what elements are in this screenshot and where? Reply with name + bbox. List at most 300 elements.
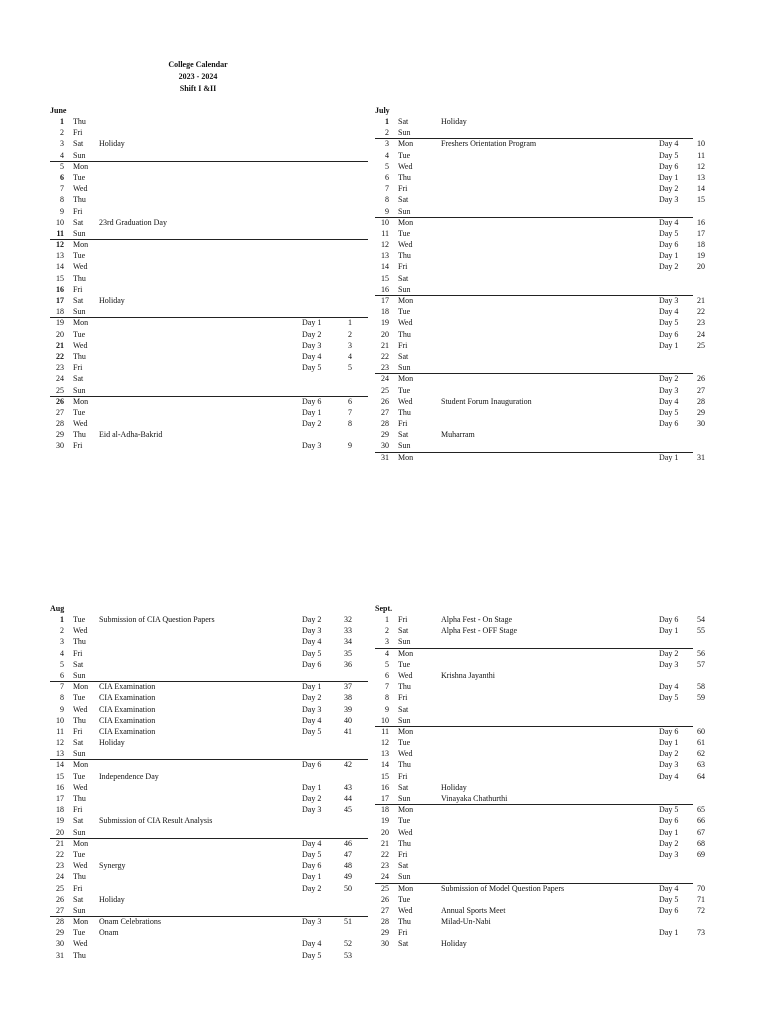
date-cell: 15 (381, 771, 389, 781)
event-cell: CIA Examination (99, 682, 156, 692)
day-order-cell: Day 2 (302, 883, 322, 893)
date-cell: 4 (385, 648, 389, 658)
working-day-count-cell: 72 (697, 905, 705, 915)
weekday-cell: Wed (73, 861, 88, 871)
calendar-row (375, 625, 705, 636)
calendar-row (375, 748, 705, 759)
calendar-row (375, 273, 693, 284)
date-cell: 25 (381, 385, 389, 395)
calendar-header (150, 59, 246, 95)
day-order-cell: Day 6 (659, 726, 679, 736)
event-cell: Holiday (99, 139, 125, 149)
weekday-cell: Fri (398, 262, 408, 272)
weekday-cell: Mon (73, 318, 89, 328)
weekday-cell: Sat (73, 374, 84, 384)
day-order-cell: Day 5 (302, 849, 322, 859)
month-rows (375, 614, 705, 950)
date-cell: 16 (381, 782, 389, 792)
date-cell: 18 (381, 307, 389, 317)
day-order-cell: Day 3 (302, 626, 322, 636)
working-day-count-cell: 60 (697, 726, 705, 736)
date-cell: 23 (56, 363, 64, 373)
weekday-cell: Sat (73, 738, 84, 748)
weekday-cell: Sat (398, 861, 409, 871)
date-cell: 13 (381, 749, 389, 759)
weekday-cell: Mon (398, 217, 414, 227)
weekday-cell: Sat (398, 117, 409, 126)
day-order-cell: Day 2 (302, 329, 322, 339)
working-day-count-cell: 30 (697, 419, 705, 429)
working-day-count-cell: 27 (697, 385, 705, 395)
calendar-row (375, 737, 705, 748)
working-day-count-cell: 15 (697, 195, 705, 205)
weekday-cell: Mon (73, 161, 89, 171)
event-cell: Eid al-Adha-Bakrid (99, 430, 163, 440)
date-cell: 7 (60, 682, 64, 692)
weekday-cell: Thu (73, 430, 86, 440)
weekday-cell: Sat (398, 351, 409, 361)
calendar-row (50, 440, 368, 451)
calendar-title: College Calendar (168, 60, 228, 69)
date-cell: 8 (385, 693, 389, 703)
weekday-cell: Fri (398, 340, 408, 350)
weekday-cell: Wed (398, 827, 413, 837)
day-order-cell: Day 1 (302, 318, 322, 328)
working-day-count-cell: 38 (344, 693, 352, 703)
day-order-cell: Day 2 (659, 262, 679, 272)
calendar-row (375, 385, 705, 396)
date-cell: 29 (56, 928, 64, 938)
day-order-cell: Day 2 (302, 794, 322, 803)
working-day-count-cell: 2 (348, 329, 352, 339)
working-day-count-cell: 61 (697, 738, 705, 748)
day-order-cell: Day 5 (659, 150, 679, 160)
calendar-row (50, 340, 368, 351)
weekday-cell: Sun (398, 363, 411, 373)
date-cell: 25 (56, 385, 64, 395)
weekday-cell: Thu (398, 172, 411, 182)
date-cell: 16 (381, 284, 389, 294)
day-order-cell: Day 4 (302, 351, 322, 361)
calendar-row (375, 261, 705, 272)
day-order-cell: Day 5 (302, 950, 322, 960)
day-order-cell: Day 3 (302, 441, 322, 451)
month-rows (50, 116, 368, 452)
working-day-count-cell: 64 (697, 771, 705, 781)
calendar-row (50, 636, 368, 647)
day-order-cell: Day 2 (302, 419, 322, 429)
weekday-cell: Sat (398, 195, 409, 205)
weekday-cell: Wed (398, 670, 413, 680)
working-day-count-cell: 43 (344, 782, 352, 792)
weekday-cell: Sat (73, 816, 84, 826)
date-cell: 27 (56, 407, 64, 417)
date-cell: 30 (381, 939, 389, 949)
date-cell: 6 (60, 172, 64, 182)
day-order-cell: Day 1 (302, 782, 322, 792)
date-cell: 17 (56, 296, 64, 305)
calendar-row (50, 396, 368, 407)
weekday-cell: Fri (398, 849, 408, 859)
day-order-cell: Day 1 (302, 872, 322, 882)
weekday-cell: Wed (73, 782, 88, 792)
weekday-cell: Thu (73, 273, 86, 283)
date-cell: 21 (381, 340, 389, 350)
calendar-row (50, 659, 368, 670)
calendar-row (50, 692, 368, 703)
date-cell: 26 (381, 396, 389, 406)
weekday-cell: Wed (73, 262, 88, 272)
working-day-count-cell: 53 (344, 950, 352, 960)
day-order-cell: Day 5 (659, 228, 679, 238)
working-day-count-cell: 16 (697, 217, 705, 227)
date-cell: 27 (381, 905, 389, 915)
date-cell: 18 (56, 307, 64, 317)
day-order-cell: Day 4 (302, 939, 322, 949)
calendar-row (375, 217, 705, 228)
working-day-count-cell: 1 (348, 318, 352, 328)
date-cell: 3 (60, 637, 64, 647)
calendar-row (375, 351, 693, 362)
event-cell: Annual Sports Meet (441, 905, 506, 915)
day-order-cell: Day 3 (659, 296, 679, 305)
date-cell: 15 (56, 771, 64, 781)
weekday-cell: Tue (73, 251, 86, 261)
working-day-count-cell: 54 (697, 615, 705, 624)
working-day-count-cell: 63 (697, 760, 705, 770)
working-day-count-cell: 24 (697, 329, 705, 339)
working-day-count-cell: 29 (697, 407, 705, 417)
calendar-row (375, 648, 705, 659)
day-order-cell: Day 6 (659, 905, 679, 915)
date-cell: 29 (56, 430, 64, 440)
weekday-cell: Fri (73, 441, 83, 451)
date-cell: 15 (381, 273, 389, 283)
calendar-row (50, 815, 368, 826)
calendar-row (50, 938, 368, 949)
calendar-row (375, 827, 705, 838)
working-day-count-cell: 5 (348, 363, 352, 373)
weekday-cell: Sun (73, 385, 86, 395)
weekday-cell: Thu (398, 682, 411, 692)
calendar-row (375, 681, 705, 692)
date-cell: 26 (381, 894, 389, 904)
calendar-row (50, 871, 368, 882)
calendar-row (50, 782, 368, 793)
day-order-cell: Day 6 (659, 419, 679, 429)
day-order-cell: Day 2 (659, 648, 679, 658)
calendar-row (375, 239, 705, 250)
calendar-row (375, 317, 705, 328)
weekday-cell: Tue (398, 738, 411, 748)
day-order-cell: Day 4 (302, 637, 322, 647)
calendar-row (375, 916, 693, 927)
weekday-cell: Thu (73, 715, 86, 725)
calendar-row (50, 916, 368, 927)
weekday-cell: Thu (398, 329, 411, 339)
working-day-count-cell: 18 (697, 240, 705, 250)
weekday-cell: Tue (398, 894, 411, 904)
weekday-cell: Wed (398, 161, 413, 171)
weekday-cell: Sun (398, 206, 411, 216)
date-cell: 9 (385, 206, 389, 216)
date-cell: 17 (381, 296, 389, 305)
academic-year: 2023 - 2024 (178, 72, 218, 81)
calendar-row (375, 692, 705, 703)
calendar-row (50, 228, 368, 239)
calendar-row (375, 670, 693, 681)
date-cell: 14 (381, 760, 389, 770)
date-cell: 28 (381, 419, 389, 429)
calendar-row (50, 849, 368, 860)
date-cell: 1 (60, 117, 64, 126)
date-cell: 24 (381, 872, 389, 882)
date-cell: 2 (60, 626, 64, 636)
weekday-cell: Sat (398, 273, 409, 283)
event-cell: Onam (99, 928, 119, 938)
day-order-cell: Day 2 (302, 615, 322, 624)
weekday-cell: Thu (398, 407, 411, 417)
date-cell: 11 (56, 726, 64, 736)
working-day-count-cell: 7 (348, 407, 352, 417)
calendar-row (50, 116, 368, 127)
date-cell: 4 (385, 150, 389, 160)
weekday-cell: Sun (73, 150, 86, 160)
weekday-cell: Fri (398, 693, 408, 703)
weekday-cell: Fri (398, 771, 408, 781)
weekday-cell: Wed (73, 704, 88, 714)
calendar-row (375, 396, 705, 407)
event-cell: CIA Examination (99, 704, 156, 714)
date-cell: 30 (56, 939, 64, 949)
calendar-row (375, 793, 693, 804)
weekday-cell: Wed (73, 184, 88, 194)
weekday-cell: Sun (73, 228, 86, 238)
working-day-count-cell: 45 (344, 805, 352, 815)
weekday-cell: Fri (73, 128, 83, 138)
calendar-row (375, 452, 705, 463)
weekday-cell: Thu (73, 351, 86, 361)
day-order-cell: Day 2 (659, 184, 679, 194)
calendar-row (50, 883, 368, 894)
date-cell: 31 (381, 452, 389, 462)
day-order-cell: Day 6 (659, 329, 679, 339)
calendar-row (375, 905, 705, 916)
date-cell: 28 (56, 917, 64, 927)
working-day-count-cell: 35 (344, 648, 352, 658)
date-cell: 14 (56, 262, 64, 272)
date-cell: 9 (60, 704, 64, 714)
date-cell: 21 (56, 838, 64, 848)
weekday-cell: Sat (398, 430, 409, 440)
event-cell: Submission of Model Question Papers (441, 883, 565, 893)
working-day-count-cell: 34 (344, 637, 352, 647)
date-cell: 8 (60, 195, 64, 205)
weekday-cell: Fri (73, 883, 83, 893)
working-day-count-cell: 49 (344, 872, 352, 882)
calendar-row (50, 127, 368, 138)
date-cell: 21 (381, 838, 389, 848)
working-day-count-cell: 4 (348, 351, 352, 361)
date-cell: 31 (56, 950, 64, 960)
event-cell: Holiday (99, 738, 125, 748)
calendar-row (375, 440, 693, 451)
calendar-row (50, 804, 368, 815)
calendar-row (50, 138, 368, 149)
calendar-row (375, 927, 705, 938)
working-day-count-cell: 48 (344, 861, 352, 871)
weekday-cell: Sun (398, 872, 411, 882)
date-cell: 3 (60, 139, 64, 149)
weekday-cell: Thu (73, 872, 86, 882)
working-day-count-cell: 66 (697, 816, 705, 826)
day-order-cell: Day 4 (659, 771, 679, 781)
calendar-row (50, 362, 368, 373)
event-cell: Alpha Fest - On Stage (441, 615, 513, 624)
working-day-count-cell: 14 (697, 184, 705, 194)
day-order-cell: Day 1 (659, 928, 679, 938)
day-order-cell: Day 1 (659, 827, 679, 837)
calendar-row (50, 704, 368, 715)
working-day-count-cell: 26 (697, 374, 705, 384)
day-order-cell: Day 1 (302, 682, 322, 692)
weekday-cell: Fri (73, 726, 83, 736)
date-cell: 22 (56, 849, 64, 859)
date-cell: 25 (56, 883, 64, 893)
day-order-cell: Day 6 (659, 161, 679, 171)
weekday-cell: Tue (73, 693, 86, 703)
date-cell: 7 (60, 184, 64, 194)
weekday-cell: Wed (73, 626, 88, 636)
date-cell: 22 (381, 351, 389, 361)
date-cell: 24 (381, 374, 389, 384)
weekday-cell: Tue (398, 307, 411, 317)
working-day-count-cell: 32 (344, 615, 352, 624)
calendar-row (50, 183, 368, 194)
weekday-cell: Sun (73, 905, 86, 915)
calendar-row (375, 804, 705, 815)
calendar-row (50, 614, 368, 625)
date-cell: 21 (56, 340, 64, 350)
date-cell: 22 (56, 351, 64, 361)
weekday-cell: Tue (73, 771, 86, 781)
calendar-row (375, 250, 705, 261)
calendar-row (50, 273, 368, 284)
calendar-row (50, 150, 368, 161)
date-cell: 27 (381, 407, 389, 417)
date-cell: 22 (381, 849, 389, 859)
event-cell: CIA Examination (99, 693, 156, 703)
event-cell: 23rd Graduation Day (99, 217, 167, 227)
calendar-row (375, 726, 705, 737)
day-order-cell: Day 4 (659, 682, 679, 692)
weekday-cell: Sun (398, 715, 411, 725)
date-cell: 17 (381, 794, 389, 803)
working-day-count-cell: 6 (348, 396, 352, 406)
calendar-row (375, 340, 705, 351)
date-cell: 16 (56, 284, 64, 294)
date-cell: 8 (385, 195, 389, 205)
calendar-row (375, 306, 705, 317)
weekday-cell: Thu (398, 917, 411, 927)
weekday-cell: Fri (398, 419, 408, 429)
working-day-count-cell: 44 (344, 794, 352, 803)
calendar-row (50, 261, 368, 272)
calendar-row (375, 150, 705, 161)
weekday-cell: Sun (398, 794, 411, 803)
weekday-cell: Tue (73, 615, 86, 624)
date-cell: 24 (56, 374, 64, 384)
shift-label: Shift I &II (179, 84, 217, 93)
date-cell: 20 (381, 827, 389, 837)
date-cell: 12 (381, 240, 389, 250)
calendar-row (50, 429, 368, 440)
event-cell: CIA Examination (99, 715, 156, 725)
date-cell: 8 (60, 693, 64, 703)
weekday-cell: Sun (398, 128, 411, 138)
date-cell: 1 (385, 615, 389, 624)
event-cell: CIA Examination (99, 726, 156, 736)
month-title: Aug (50, 604, 65, 613)
calendar-row (375, 373, 705, 384)
date-cell: 29 (381, 928, 389, 938)
working-day-count-cell: 52 (344, 939, 352, 949)
weekday-cell: Sun (73, 670, 86, 680)
day-order-cell: Day 3 (659, 195, 679, 205)
weekday-cell: Tue (73, 329, 86, 339)
event-cell: Milad-Un-Nabi (441, 917, 491, 927)
date-cell: 24 (56, 872, 64, 882)
working-day-count-cell: 67 (697, 827, 705, 837)
weekday-cell: Mon (398, 139, 414, 149)
working-day-count-cell: 11 (697, 150, 705, 160)
date-cell: 18 (381, 805, 389, 815)
working-day-count-cell: 36 (344, 659, 352, 669)
weekday-cell: Sun (73, 827, 86, 837)
day-order-cell: Day 2 (302, 693, 322, 703)
date-cell: 19 (381, 816, 389, 826)
event-cell: Alpha Fest - OFF Stage (441, 626, 517, 636)
weekday-cell: Sat (398, 626, 409, 636)
weekday-cell: Mon (73, 838, 89, 848)
calendar-row (375, 329, 705, 340)
working-day-count-cell: 8 (348, 419, 352, 429)
working-day-count-cell: 19 (697, 251, 705, 261)
day-order-cell: Day 4 (302, 715, 322, 725)
weekday-cell: Mon (73, 917, 89, 927)
date-cell: 17 (56, 794, 64, 803)
working-day-count-cell: 41 (344, 726, 352, 736)
day-order-cell: Day 4 (659, 883, 679, 893)
working-day-count-cell: 31 (697, 452, 705, 462)
day-order-cell: Day 6 (659, 240, 679, 250)
date-cell: 5 (60, 161, 64, 171)
working-day-count-cell: 70 (697, 883, 705, 893)
weekday-cell: Tue (73, 172, 86, 182)
day-order-cell: Day 5 (302, 363, 322, 373)
calendar-row (50, 894, 368, 905)
calendar-row (375, 715, 693, 726)
date-cell: 23 (381, 363, 389, 373)
working-day-count-cell: 13 (697, 172, 705, 182)
working-day-count-cell: 28 (697, 396, 705, 406)
day-order-cell: Day 4 (659, 217, 679, 227)
calendar-row (50, 407, 368, 418)
date-cell: 9 (60, 206, 64, 216)
weekday-cell: Mon (398, 452, 414, 462)
weekday-cell: Mon (398, 374, 414, 384)
date-cell: 4 (60, 648, 64, 658)
